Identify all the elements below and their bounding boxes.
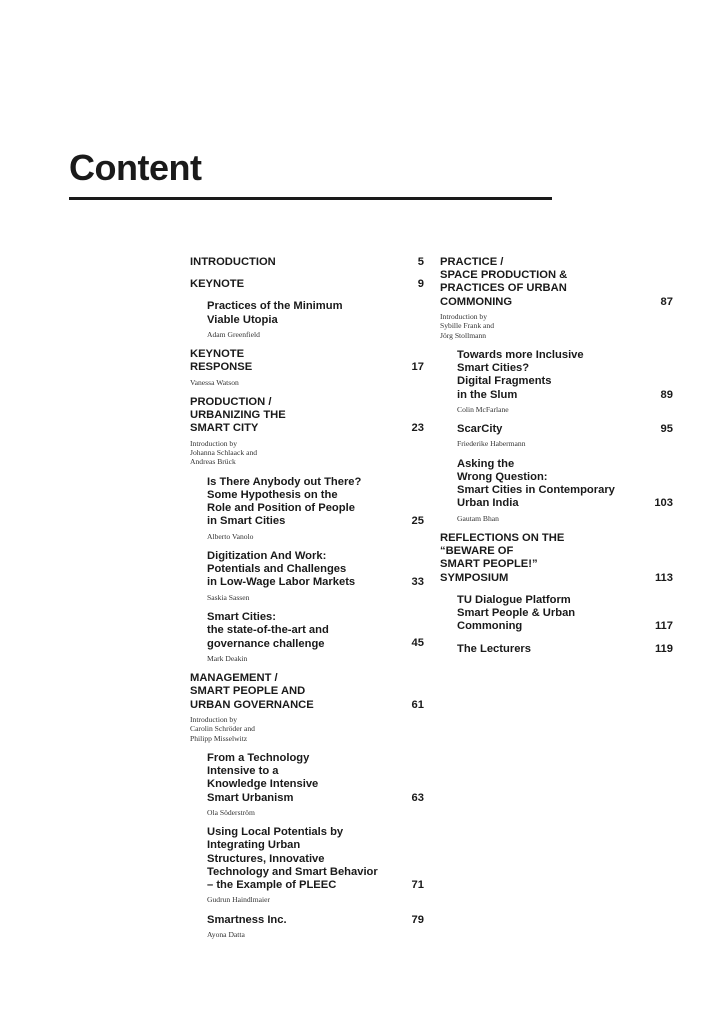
toc-entry[interactable] [440, 643, 673, 656]
entry-title: MANAGEMENT / SMART PEOPLE AND URBAN GOVERNANCE [190, 672, 314, 711]
entry-author: Ayona Datta [207, 929, 245, 939]
page-number: 61 [411, 698, 424, 711]
toc-entry[interactable] [440, 594, 673, 634]
page-number: 79 [411, 913, 424, 926]
toc-entry[interactable] [190, 826, 424, 904]
entry-title: TU Dialogue Platform Smart People & Urban Commoning [457, 593, 576, 633]
entry-title: PRODUCTION / URBANIZING THE SMART CITY [190, 396, 286, 435]
entry-title: From a Technology Intensive to a Knowledge Intensive Smart Urbanism [207, 751, 319, 804]
entry-author: Mark Deakin [207, 653, 248, 663]
entry-author: Vanessa Watson [190, 377, 239, 387]
title-rule [69, 197, 552, 200]
toc-left-column [190, 256, 424, 948]
toc-right-column [440, 256, 673, 665]
toc-entry[interactable] [190, 550, 424, 602]
toc-section[interactable] [440, 256, 673, 340]
entry-title: Towards more Inclusive Smart Cities? Digital Fragments in the Slum [457, 349, 584, 401]
page-number: 87 [660, 295, 673, 308]
page-number: 25 [411, 515, 424, 528]
page-number: 113 [654, 571, 673, 584]
toc-section[interactable] [440, 532, 673, 585]
toc-section[interactable] [190, 672, 424, 743]
entry-title: Smartness Inc. [207, 913, 287, 926]
toc-section[interactable] [190, 278, 424, 291]
toc-entry[interactable] [190, 914, 424, 940]
entry-author: Introduction by Sybille Frank and Jörg Stollmann [440, 311, 494, 340]
toc-entry[interactable] [190, 752, 424, 817]
entry-title: Asking the Wrong Question: Smart Cities in Contemporary Urban India [457, 457, 615, 510]
entry-title: REFLECTIONS ON THE “BEWARE OF SMART PEOPLE!” SYMPOSIUM [440, 532, 565, 584]
entry-author: Colin McFarlane [457, 404, 509, 414]
toc-entry[interactable] [440, 423, 673, 449]
toc-section[interactable] [190, 396, 424, 467]
entry-title: Is There Anybody out There? Some Hypothesis on the Role and Position of People in Smart Cities [207, 475, 362, 528]
entry-title: Practices of the Minimum Viable Utopia [207, 300, 343, 326]
entry-title: KEYNOTE [190, 278, 245, 291]
toc-section[interactable] [190, 256, 424, 269]
entry-author: Introduction by Johanna Schlaack and Andreas Brück [190, 438, 258, 467]
toc-section[interactable] [190, 348, 424, 387]
entry-title: The Lecturers [457, 642, 531, 655]
entry-title: Using Local Potentials by Integrating Urban Structures, Innovative Technology and Smart Behavior – the Example of PLEEC [207, 826, 378, 891]
page-number: 17 [411, 361, 424, 374]
page-number: 45 [411, 637, 424, 650]
entry-title: Digitization And Work: Potentials and Challenges in Low-Wage Labor Markets [207, 550, 356, 589]
page-number: 9 [417, 278, 424, 291]
entry-author: Introduction by Carolin Schröder and Philipp Misselwitz [190, 714, 255, 743]
toc-entry[interactable] [440, 349, 673, 414]
entry-author: Gautam Bhan [457, 513, 499, 523]
page-number: 71 [411, 878, 424, 891]
entry-author: Gudrun Haindlmaier [207, 895, 271, 905]
entry-author: Adam Greenfield [207, 329, 260, 339]
entry-title: KEYNOTE RESPONSE [190, 348, 253, 374]
toc-entry[interactable] [190, 476, 424, 541]
page-number: 103 [654, 497, 673, 510]
entry-author: Friederike Habermann [457, 439, 526, 449]
entry-author: Saskia Sassen [207, 592, 250, 602]
page-number: 117 [654, 620, 673, 633]
toc-entry[interactable] [440, 458, 673, 523]
entry-author: Alberto Vanolo [207, 531, 254, 541]
entry-author: Ola Söderström [207, 807, 255, 817]
entry-title: ScarCity [457, 423, 503, 436]
page-title: Content [69, 147, 202, 188]
page-number: 33 [411, 576, 424, 589]
page-number: 63 [411, 791, 424, 804]
page-number: 95 [660, 423, 673, 436]
page-number: 5 [417, 256, 424, 268]
page-number: 89 [660, 388, 673, 401]
page-number: 119 [654, 642, 673, 655]
toc-entry[interactable] [190, 611, 424, 663]
toc-entry[interactable] [190, 300, 424, 339]
entry-title: INTRODUCTION [190, 256, 276, 268]
entry-title: PRACTICE / SPACE PRODUCTION & PRACTICES OF URBAN COMMONING [440, 256, 568, 308]
entry-title: Smart Cities: the state-of-the-art and governance challenge [207, 611, 329, 650]
page-number: 23 [411, 422, 424, 435]
